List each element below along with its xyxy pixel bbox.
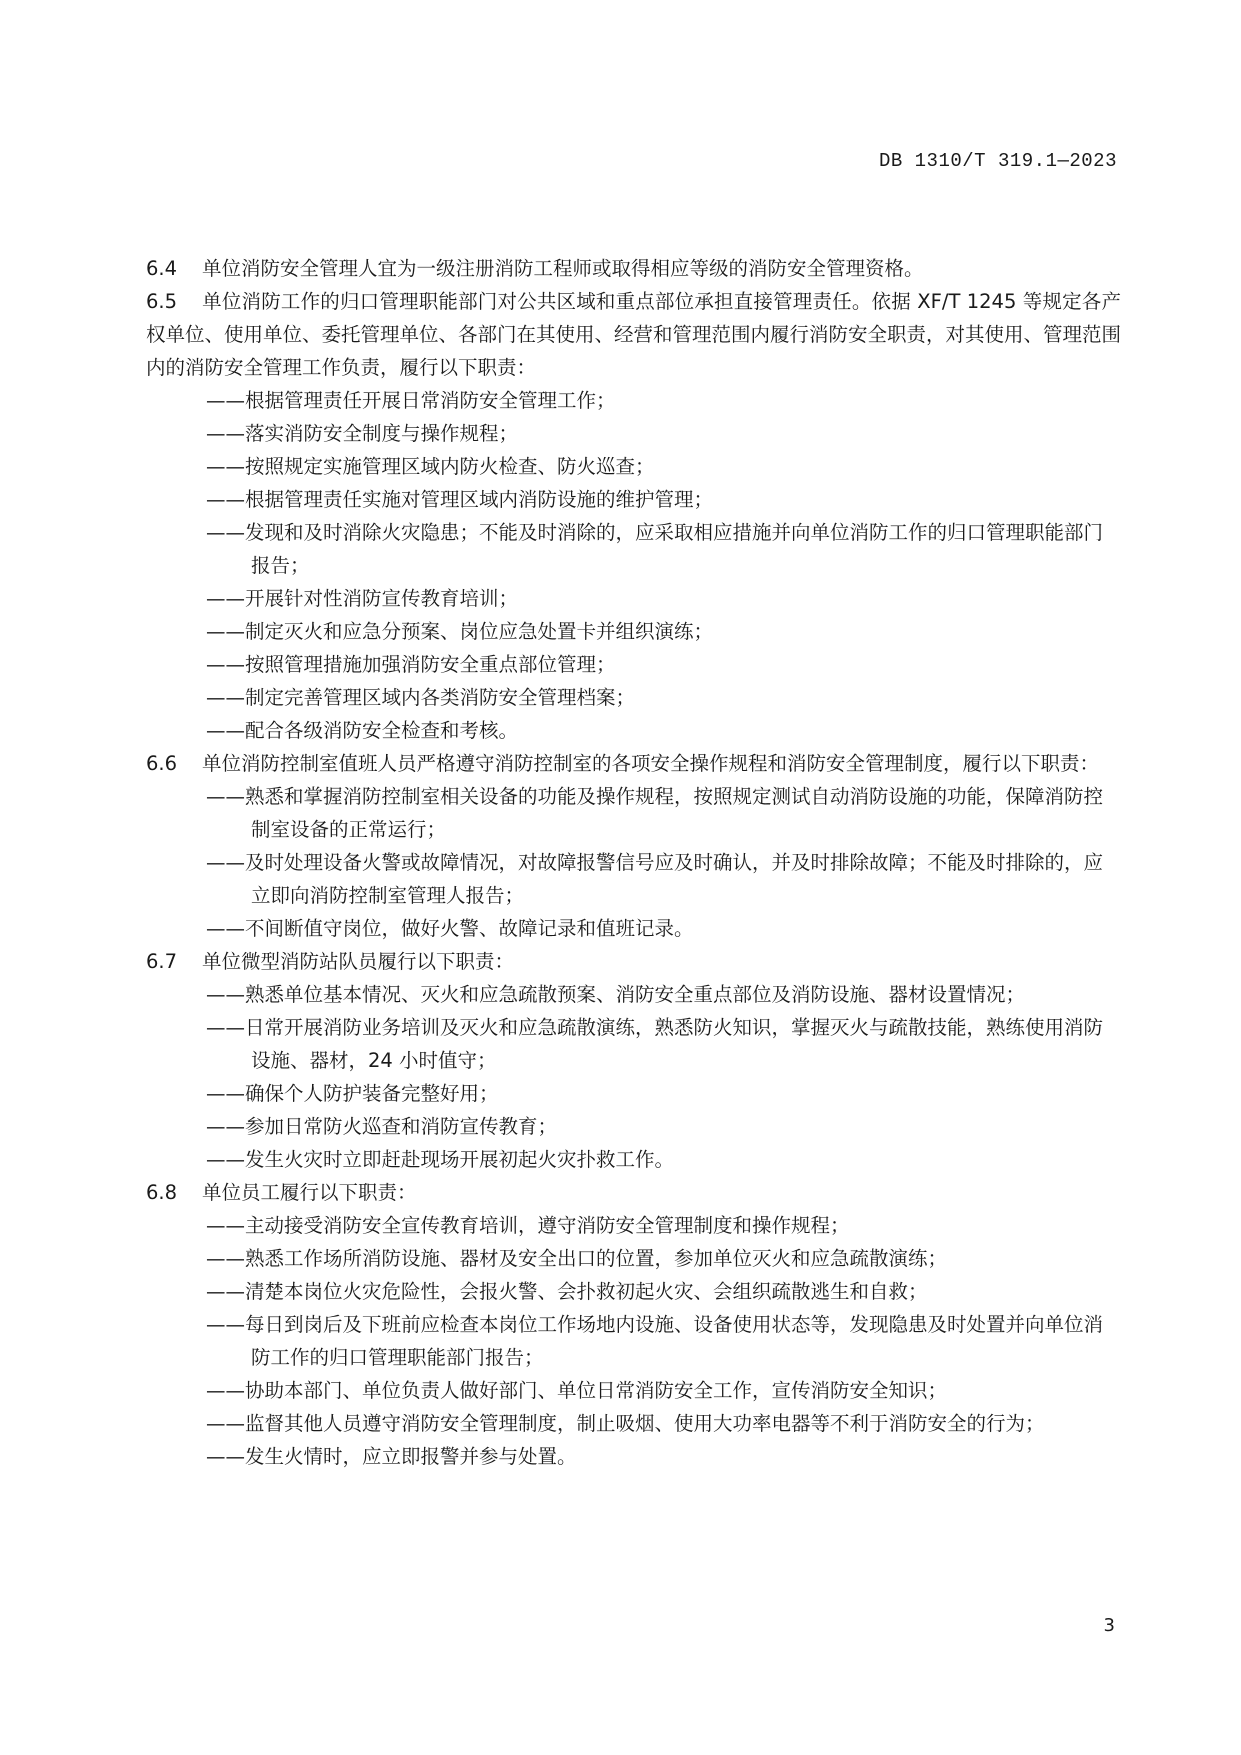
section-6-5: [146, 285, 1121, 384]
section-number: 6.6: [146, 752, 178, 775]
section-6-5-list: [146, 384, 1121, 747]
section-text: 单位消防安全管理人宜为一级注册消防工程师或取得相应等级的消防安全管理资格。: [202, 257, 924, 280]
list-item: ——按照管理措施加强消防安全重点部位管理；: [206, 653, 616, 676]
list-item: ——发生火灾时立即赶赴现场开展初起火灾扑救工作。: [206, 1148, 675, 1171]
list-item: ——监督其他人员遵守消防安全管理制度，制止吸烟、使用大功率电器等不利于消防安全的行为；: [206, 1412, 1045, 1435]
list-item: ——日常开展消防业务培训及灭火和应急疏散演练，熟悉防火知识，掌握灭火与疏散技能，熟练使用消防设施、器材，24 小时值守；: [206, 1016, 1104, 1072]
list-item: ——主动接受消防安全宣传教育培训，遵守消防安全管理制度和操作规程；: [206, 1214, 850, 1237]
list-item: ——熟悉工作场所消防设施、器材及安全出口的位置，参加单位灭火和应急疏散演练；: [206, 1247, 948, 1270]
list-item: ——制定灭火和应急分预案、岗位应急处置卡并组织演练；: [206, 620, 714, 643]
list-item: ——每日到岗后及下班前应检查本岗位工作场地内设施、设备使用状态等，发现隐患及时处置并向单位消防工作的归口管理职能部门报告；: [206, 1313, 1104, 1369]
page-number: 3: [1103, 1615, 1115, 1636]
list-item: ——按照规定实施管理区域内防火检查、防火巡查；: [206, 455, 655, 478]
list-item: ——确保个人防护装备完整好用；: [206, 1082, 499, 1105]
section-6-6: [146, 747, 1121, 780]
section-text: 单位微型消防站队员履行以下职责：: [202, 950, 515, 973]
section-number: 6.4: [146, 257, 178, 280]
list-item: ——参加日常防火巡查和消防宣传教育；: [206, 1115, 558, 1138]
section-6-8-list: [146, 1209, 1121, 1473]
list-item: ——开展针对性消防宣传教育培训；: [206, 587, 519, 610]
section-number: 6.5: [146, 290, 178, 313]
document-body: [146, 252, 1121, 1473]
section-number: 6.7: [146, 950, 178, 973]
section-6-4: [146, 252, 1121, 285]
list-item: ——熟悉和掌握消防控制室相关设备的功能及操作规程，按照规定测试自动消防设施的功能，保障消防控制室设备的正常运行；: [206, 785, 1104, 841]
list-item: ——不间断值守岗位，做好火警、故障记录和值班记录。: [206, 917, 694, 940]
list-item: ——制定完善管理区域内各类消防安全管理档案；: [206, 686, 636, 709]
list-item: ——根据管理责任开展日常消防安全管理工作；: [206, 389, 616, 412]
section-6-7-list: [146, 978, 1121, 1176]
section-6-7: [146, 945, 1121, 978]
list-item: ——发现和及时消除火灾隐患；不能及时消除的，应采取相应措施并向单位消防工作的归口管理职能部门报告；: [206, 521, 1104, 577]
section-6-6-list: [146, 780, 1121, 945]
section-text: 单位员工履行以下职责：: [202, 1181, 417, 1204]
list-item: ——根据管理责任实施对管理区域内消防设施的维护管理；: [206, 488, 714, 511]
list-item: ——清楚本岗位火灾危险性，会报火警、会扑救初起火灾、会组织疏散逃生和自救；: [206, 1280, 928, 1303]
list-item: ——发生火情时，应立即报警并参与处置。: [206, 1445, 577, 1468]
list-item: ——及时处理设备火警或故障情况，对故障报警信号应及时确认，并及时排除故障；不能及时排除的，应立即向消防控制室管理人报告；: [206, 851, 1104, 907]
section-text: 单位消防控制室值班人员严格遵守消防控制室的各项安全操作规程和消防安全管理制度，履行以下职责：: [202, 752, 1100, 775]
section-6-8: [146, 1176, 1121, 1209]
list-item: ——配合各级消防安全检查和考核。: [206, 719, 519, 742]
section-number: 6.8: [146, 1181, 178, 1204]
document-code-header: DB 1310/T 319.1—2023: [878, 150, 1117, 172]
section-text: 单位消防工作的归口管理职能部门对公共区域和重点部位承担直接管理责任。依据 XF/T 1245 等规定各产权单位、使用单位、委托管理单位、各部门在其使用、经营和管理范围内履行消防安全职责，对其使用、管理范围内的消防安全管理工作负责，履行以下职责：: [146, 290, 1122, 379]
list-item: ——熟悉单位基本情况、灭火和应急疏散预案、消防安全重点部位及消防设施、器材设置情况；: [206, 983, 1026, 1006]
list-item: ——协助本部门、单位负责人做好部门、单位日常消防安全工作，宣传消防安全知识；: [206, 1379, 948, 1402]
list-item: ——落实消防安全制度与操作规程；: [206, 422, 519, 445]
